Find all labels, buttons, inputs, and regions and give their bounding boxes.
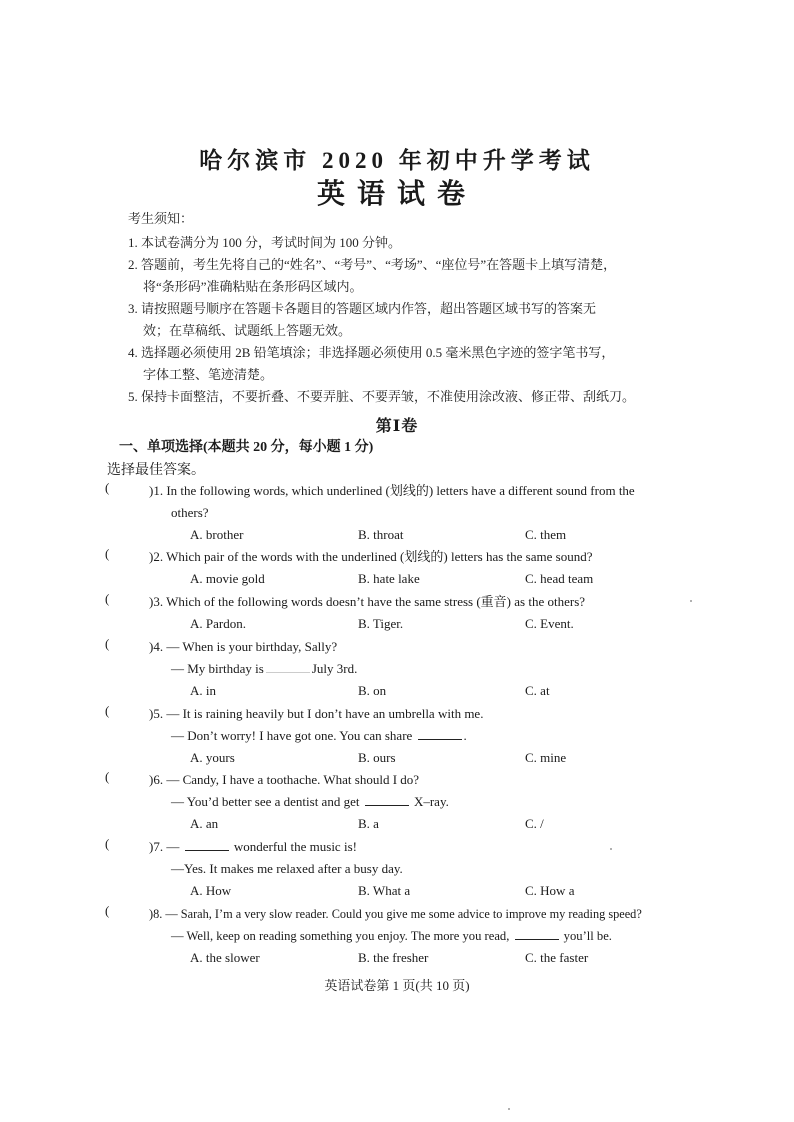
note-item: 1. 本试卷满分为 100 分，考试时间为 100 分钟。	[128, 235, 402, 250]
answer-paren[interactable]: (	[105, 703, 110, 718]
note-item: 5. 保持卡面整洁，不要折叠、不要弄脏、不要弄皱，不准使用涂改液、修正带、刮纸刀。	[128, 389, 636, 404]
option-b: B. on	[358, 683, 387, 698]
option-c: C. the faster	[525, 950, 589, 965]
question-text: Which pair of the words with the underlined (划线的) letters has the same sound?	[166, 549, 593, 564]
option-a: A. the slower	[190, 950, 260, 965]
option-b: B. throat	[358, 527, 404, 542]
part-title: 一、单项选择(本题共 20 分，每小题 1 分)	[119, 440, 374, 455]
option-c: C. them	[525, 527, 567, 542]
option-c: C. at	[525, 683, 550, 698]
question-text: In the following words, which underlined (划线的) letters have a different sound from the	[166, 483, 635, 498]
answer-blank[interactable]	[185, 838, 229, 851]
exam-subtitle: 英语试卷	[316, 179, 477, 210]
section-title: 第Ⅰ卷	[375, 418, 419, 435]
option-a: A. yours	[190, 750, 235, 765]
answer-blank[interactable]	[515, 927, 559, 940]
note-item-continued: 字体工整、笔迹清楚。	[143, 367, 274, 382]
answer-paren[interactable]: (	[105, 903, 110, 918]
note-item-continued: 将“条形码”准确粘贴在条形码区域内。	[143, 279, 363, 294]
answer-paren[interactable]: (	[105, 591, 110, 606]
answer-paren[interactable]: (	[105, 480, 110, 495]
note-item: 2. 答题前，考生先将自己的“姓名”、“考号”、“考场”、“座位号”在答题卡上填写清楚，	[128, 257, 617, 272]
dialogue-line: — My birthday is	[171, 661, 264, 676]
question-text: — Candy, I have a toothache. What should I do?	[166, 772, 420, 787]
question-number: )3.	[149, 594, 164, 609]
question-number: )6.	[149, 772, 164, 787]
note-item: 4. 选择题必须使用 2B 铅笔填涂；非选择题必须使用 0.5 毫米黑色字迹的签字笔书写，	[128, 345, 615, 360]
option-a: A. in	[190, 683, 216, 698]
question-text: — It is raining heavily but I don’t have an umbrella with me.	[166, 706, 484, 721]
dialogue-line-end: X–ray.	[413, 794, 449, 809]
dialogue-line: — Well, keep on reading something you enjoy. The more you read,	[171, 929, 510, 943]
page-footer: 英语试卷第 1 页(共 10 页)	[324, 978, 470, 993]
question-text-cont: others?	[171, 505, 209, 520]
answer-paren[interactable]: (	[105, 546, 110, 561]
dialogue-line-end: you’ll be.	[563, 929, 612, 943]
question-text: — Sarah, I’m a very slow reader. Could you give me some advice to improve my reading speed?	[165, 907, 642, 921]
option-c: C. Event.	[525, 616, 574, 631]
option-c: C. /	[525, 816, 544, 831]
option-b: B. the fresher	[358, 950, 429, 965]
dialogue-line: —Yes. It makes me relaxed after a busy day.	[171, 861, 403, 876]
question-number: )5.	[149, 706, 164, 721]
question-dash: —	[166, 839, 180, 854]
answer-paren[interactable]: (	[105, 836, 110, 851]
scan-speck	[690, 600, 692, 602]
option-a: A. brother	[190, 527, 244, 542]
instruction: 选择最佳答案。	[107, 463, 205, 478]
scan-speck	[508, 1108, 510, 1110]
option-a: A. How	[190, 883, 232, 898]
exam-title: 哈尔滨市 2020 年初中升学考试	[199, 148, 595, 173]
option-a: A. movie gold	[190, 571, 265, 586]
option-b: B. hate lake	[358, 571, 420, 586]
option-a: A. an	[190, 816, 219, 831]
option-c: C. mine	[525, 750, 567, 765]
question-number: )1.	[149, 483, 164, 498]
question-text: — When is your birthday, Sally?	[166, 639, 338, 654]
answer-paren[interactable]: (	[105, 769, 110, 784]
option-c: C. head team	[525, 571, 594, 586]
dialogue-line: — Don’t worry! I have got one. You can share	[171, 728, 413, 743]
option-b: B. Tiger.	[358, 616, 404, 631]
option-c: C. How a	[525, 883, 575, 898]
answer-blank[interactable]	[365, 793, 409, 806]
candidate-notes	[128, 208, 688, 408]
question-number: )4.	[149, 639, 164, 654]
option-b: B. a	[358, 816, 379, 831]
note-item-continued: 效；在草稿纸、试题纸上答题无效。	[143, 323, 352, 338]
dialogue-line-end: .	[463, 728, 467, 743]
answer-blank[interactable]	[418, 727, 462, 740]
question-number: )2.	[149, 549, 164, 564]
answer-paren[interactable]: (	[105, 636, 110, 651]
dialogue-line: — You’d better see a dentist and get	[171, 794, 360, 809]
question-text: wonderful the music is!	[233, 839, 357, 854]
notes-heading: 考生须知：	[128, 211, 194, 226]
option-b: B. ours	[358, 750, 396, 765]
option-b: B. What a	[358, 883, 411, 898]
answer-blank[interactable]	[266, 660, 310, 673]
question-text: Which of the following words doesn’t have the same stress (重音) as the others?	[166, 594, 586, 609]
scan-speck	[610, 848, 612, 850]
note-item: 3. 请按照题号顺序在答题卡各题目的答题区域内作答，超出答题区域书写的答案无	[128, 301, 597, 316]
question-number: )7.	[149, 839, 164, 854]
dialogue-line-end: July 3rd.	[311, 661, 358, 676]
question-number: )8.	[149, 907, 163, 921]
option-a: A. Pardon.	[190, 616, 246, 631]
